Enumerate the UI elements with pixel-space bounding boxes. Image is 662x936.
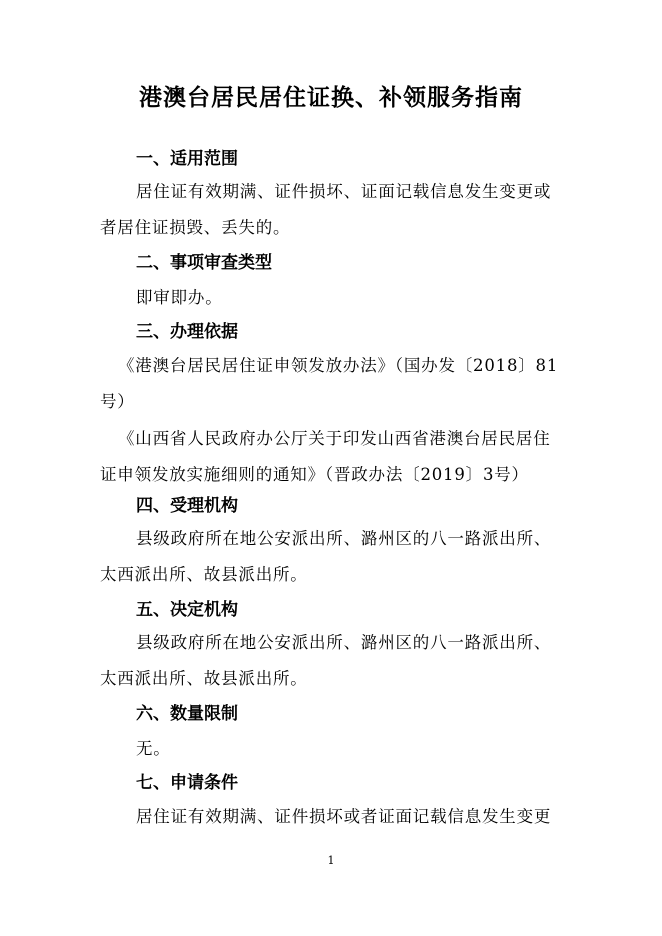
page-number: 1 [327, 854, 335, 867]
section-paragraph-quantity-limit: 无。 [136, 739, 171, 758]
section-paragraph-deciding-agency: 县级政府所在地公安派出所、潞州区的八一路派出所、太西派出所、故县派出所。 [100, 633, 552, 688]
section-paragraph-legal-basis-1: 《港澳台居民居住证申领发放办法》（国办发〔2018〕81号） [100, 356, 559, 411]
section-heading-accepting-agency: 四、受理机构 [136, 496, 238, 516]
section-paragraph-legal-basis-2: 《山西省人民政府办公厅关于印发山西省港澳台居民居住证申领发放实施细则的通知》（晋政办法〔2019〕3号） [100, 429, 551, 484]
section-heading-scope: 一、适用范围 [136, 149, 238, 169]
section-paragraph-accepting-agency: 县级政府所在地公安派出所、潞州区的八一路派出所、太西派出所、故县派出所。 [100, 529, 552, 584]
section-heading-quantity-limit: 六、数量限制 [136, 704, 238, 724]
section-heading-application-conditions: 七、申请条件 [136, 773, 238, 793]
section-heading-review-type: 二、事项审查类型 [136, 253, 272, 273]
section-paragraph-application-conditions: 居住证有效期满、证件损坏或者证面记载信息发生变更 [136, 807, 552, 826]
section-paragraph-review-type: 即审即办。 [136, 288, 223, 307]
section-paragraph-scope: 居住证有效期满、证件损坏、证面记载信息发生变更或者居住证损毁、丢失的。 [100, 182, 552, 237]
section-heading-legal-basis: 三、办理依据 [136, 322, 238, 342]
document-title: 港澳台居民居住证换、补领服务指南 [139, 85, 523, 111]
section-heading-deciding-agency: 五、决定机构 [136, 600, 238, 620]
